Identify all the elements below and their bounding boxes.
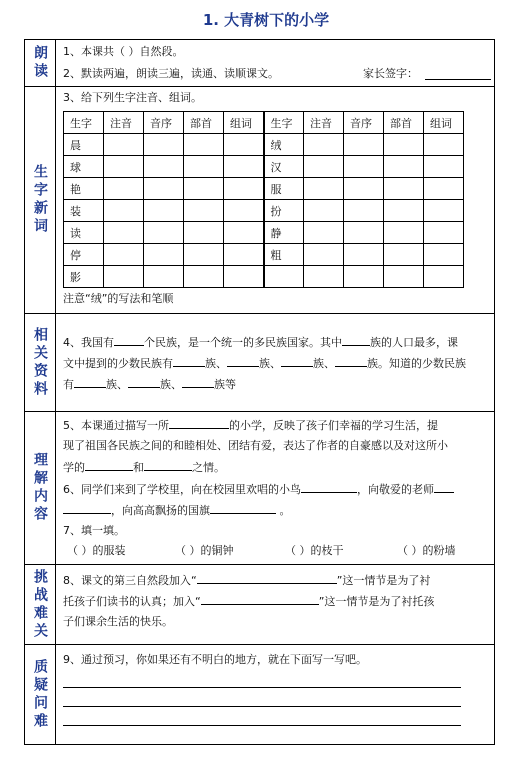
table-header-row (64, 112, 464, 134)
answer-cell[interactable] (104, 266, 144, 288)
column-header: 生字 (264, 112, 304, 134)
q9-instruction: 9、通过预习，你如果还有不明白的地方，就在下面写一写吧。 (63, 653, 367, 666)
answer-cell[interactable] (104, 178, 144, 200)
read-instruction-line: 2、默读两遍，朗读三遍，读通、读顺课文。 家长签字： (63, 65, 490, 83)
q5-line-2: 现了祖国各民族之间的和睦相处、团结有爱，表达了作者的自豪感以及对这所小 (63, 439, 448, 452)
answer-cell[interactable] (304, 266, 344, 288)
q8-line-1: 8、课文的第三自然段加入“ ”这一情节是为了衬 (63, 571, 490, 590)
answer-cell[interactable] (144, 200, 184, 222)
section-questions (25, 645, 494, 744)
character-cell: 汉 (264, 156, 304, 178)
answer-line[interactable] (63, 687, 461, 688)
table-row (64, 266, 464, 288)
info-line-1: 4、我国有 个民族，是一个统一的多民族国家。其中 族的人口最多，课 (63, 333, 490, 352)
character-cell: 扮 (264, 200, 304, 222)
answer-cell[interactable] (144, 178, 184, 200)
answer-cell[interactable] (144, 134, 184, 156)
answer-cell[interactable] (304, 134, 344, 156)
answer-cell[interactable] (424, 156, 464, 178)
q5-line-3: 学的 和 之情。 (63, 458, 490, 477)
answer-line[interactable] (63, 725, 461, 726)
section-comprehension: 理解内容 5、本课通过描写一所 的小学，反映了孩子们幸福的学习生活，提 现了祖国各民族之间的和睦相处、团结有爱，表达了作者的自豪感以及对这所小 学的 和 之情。 6、同学们来到了学校里，向在校园里欢唱的小鸟 ，向敬爱的老师 ，向高高飘扬的国旗 。 7、填一填。 （ ）的服装 （ ）的铜钟 （ ）的枝干 （ ）的粉墙 (25, 412, 494, 565)
section-related-info (25, 314, 494, 412)
answer-cell[interactable] (384, 134, 424, 156)
answer-cell[interactable] (144, 156, 184, 178)
answer-line[interactable] (63, 706, 461, 707)
character-cell: 球 (64, 156, 104, 178)
answer-cell[interactable] (184, 244, 224, 266)
answer-cell[interactable] (344, 134, 384, 156)
answer-cell[interactable] (424, 200, 464, 222)
answer-cell[interactable] (104, 222, 144, 244)
section-label: 理解内容 (25, 412, 56, 564)
answer-cell[interactable] (224, 178, 264, 200)
answer-cell[interactable] (384, 244, 424, 266)
column-header: 部首 (184, 112, 224, 134)
column-header: 部首 (384, 112, 424, 134)
column-header: 音序 (144, 112, 184, 134)
table-row (64, 134, 464, 156)
column-header: 组词 (224, 112, 264, 134)
q8-line-2: 托孩子们读书的认真；加入“ ”这一情节是为了衬托孩 (63, 592, 490, 611)
section-label: 朗读 (25, 40, 56, 86)
character-table (63, 111, 464, 288)
character-cell: 停 (64, 244, 104, 266)
table-row (64, 178, 464, 200)
answer-cell[interactable] (304, 222, 344, 244)
answer-cell[interactable] (304, 200, 344, 222)
q5-line-1: 5、本课通过描写一所 的小学，反映了孩子们幸福的学习生活，提 (63, 416, 490, 435)
section-label: 生字新词 (25, 87, 56, 313)
answer-cell[interactable] (384, 156, 424, 178)
table-row (64, 200, 464, 222)
column-header: 组词 (424, 112, 464, 134)
worksheet-table (24, 39, 495, 745)
answer-cell[interactable] (144, 222, 184, 244)
parent-signature-field[interactable] (425, 67, 491, 80)
character-cell: 影 (64, 266, 104, 288)
answer-cell[interactable] (344, 156, 384, 178)
section-new-words (25, 87, 494, 314)
character-cell: 粗 (264, 244, 304, 266)
answer-cell[interactable] (424, 266, 464, 288)
answer-cell[interactable] (104, 134, 144, 156)
answer-cell[interactable] (144, 244, 184, 266)
character-cell: 晨 (64, 134, 104, 156)
answer-cell[interactable] (384, 222, 424, 244)
answer-cell[interactable] (184, 266, 224, 288)
section-label: 质疑问难 (25, 645, 56, 744)
answer-cell[interactable] (104, 156, 144, 178)
character-cell: 装 (64, 200, 104, 222)
answer-cell[interactable] (224, 134, 264, 156)
answer-cell[interactable] (384, 178, 424, 200)
answer-cell[interactable] (184, 178, 224, 200)
table-row (64, 156, 464, 178)
column-header: 注音 (304, 112, 344, 134)
answer-cell[interactable] (304, 156, 344, 178)
phonetic-instruction: 3、给下列生字注音、组词。 (63, 91, 202, 104)
section-reading (25, 40, 494, 87)
answer-cell[interactable] (224, 156, 264, 178)
section-label: 挑战难关 (25, 565, 56, 644)
table-row (64, 222, 464, 244)
q6-line-2: ，向高高飘扬的国旗 。 (63, 501, 490, 520)
answer-cell[interactable] (304, 244, 344, 266)
answer-cell[interactable] (144, 266, 184, 288)
character-cell: 绒 (264, 134, 304, 156)
column-header: 生字 (64, 112, 104, 134)
answer-cell[interactable] (184, 134, 224, 156)
answer-cell[interactable] (224, 266, 264, 288)
answer-cell[interactable] (224, 222, 264, 244)
answer-cell[interactable] (344, 244, 384, 266)
answer-cell[interactable] (104, 244, 144, 266)
answer-cell[interactable] (184, 156, 224, 178)
column-header: 注音 (104, 112, 144, 134)
answer-cell[interactable] (344, 266, 384, 288)
character-cell (264, 266, 304, 288)
answer-cell[interactable] (424, 178, 464, 200)
answer-cell[interactable] (384, 266, 424, 288)
section-label: 相关资料 (25, 314, 56, 411)
answer-cell[interactable] (184, 200, 224, 222)
stroke-note: 注意“绒”的写法和笔顺 (63, 292, 174, 305)
answer-cell[interactable] (184, 222, 224, 244)
answer-cell[interactable] (344, 200, 384, 222)
table-row (64, 244, 464, 266)
answer-cell[interactable] (304, 178, 344, 200)
page-title: 1. 大青树下的小学 (202, 11, 330, 29)
character-cell: 艳 (64, 178, 104, 200)
info-line-2: 文中提到的少数民族有 族、 族、 族、 族。知道的少数民族 (63, 354, 490, 373)
answer-cell[interactable] (344, 222, 384, 244)
info-line-3: 有 族、 族、 族等 (63, 375, 490, 394)
answer-cell[interactable] (224, 244, 264, 266)
answer-cell[interactable] (424, 244, 464, 266)
column-header: 音序 (344, 112, 384, 134)
answer-cell[interactable] (104, 200, 144, 222)
character-cell: 服 (264, 178, 304, 200)
answer-cell[interactable] (224, 200, 264, 222)
answer-cell[interactable] (344, 178, 384, 200)
character-cell: 静 (264, 222, 304, 244)
q8-line-3: 子们课余生活的快乐。 (63, 615, 173, 628)
character-cell: 读 (64, 222, 104, 244)
answer-cell[interactable] (424, 222, 464, 244)
parent-signature-label: 家长签字： (363, 67, 418, 80)
q7-title: 7、填一填。 (63, 524, 125, 537)
answer-cell[interactable] (424, 134, 464, 156)
section-challenge (25, 565, 494, 645)
q6-line-1: 6、同学们来到了学校里，向在校园里欢唱的小鸟 ，向敬爱的老师 (63, 480, 490, 499)
answer-cell[interactable] (384, 200, 424, 222)
paragraph-count-line: 1、本课共（ ）自然段。 (63, 45, 184, 58)
